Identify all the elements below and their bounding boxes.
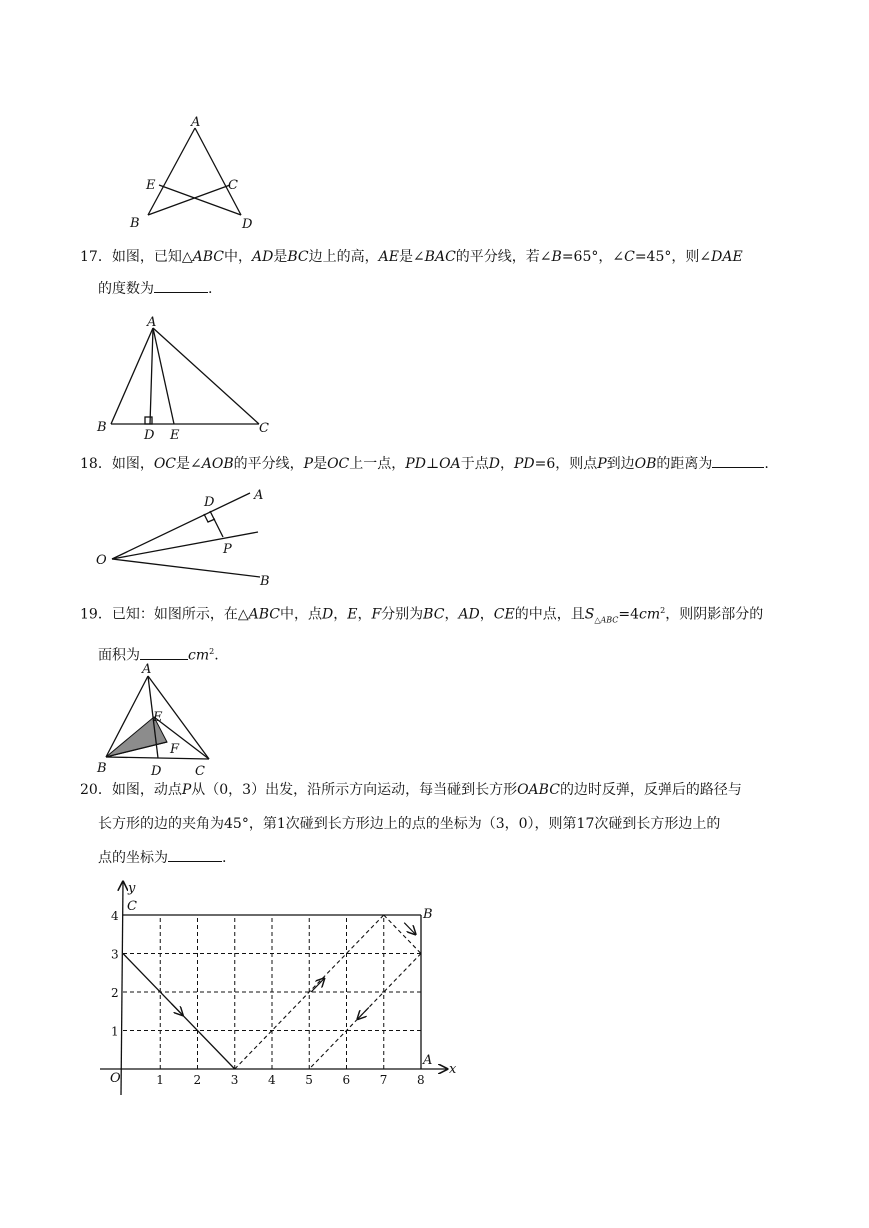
answer-blank-19[interactable]	[140, 645, 188, 660]
answer-blank-20[interactable]	[168, 847, 222, 862]
label-D: D	[204, 495, 215, 510]
label-F: F	[170, 742, 180, 757]
label-C: C	[259, 421, 269, 436]
y-tick-label: 1	[111, 1024, 119, 1039]
question-19	[80, 600, 763, 667]
label-D: D	[242, 217, 253, 232]
figure-20-grid	[92, 876, 472, 1102]
answer-blank-17[interactable]	[154, 278, 208, 293]
question-17-line-2: 的度数为 .	[80, 278, 743, 300]
direction-arrow	[311, 979, 324, 992]
label-A: A	[254, 488, 264, 503]
y-tick-label: 3	[111, 947, 119, 962]
question-20-line-1: 20．如图，动点P从（0，3）出发，沿所示方向运动，每当碰到长方形OABC的边时反弹，反弹后的路径与	[80, 782, 742, 798]
figure-17	[92, 312, 282, 442]
label-D: D	[151, 764, 162, 778]
question-20	[80, 779, 742, 869]
y-tick-label: 2	[111, 986, 119, 1000]
x-tick-label: 1	[156, 1073, 164, 1087]
label-B: B	[97, 420, 107, 435]
x-tick-label: 2	[193, 1073, 202, 1087]
corner-C-label: C	[127, 899, 137, 914]
direction-arrow	[171, 1004, 182, 1016]
label-B: B	[130, 216, 140, 231]
y-tick-label: 4	[111, 909, 119, 923]
question-18-line-1: 18．如图，OC是∠AOB的平分线，P是OC上一点，PD⊥OA于点D，PD=6，则点P到边OB的距离为 .	[80, 453, 769, 475]
label-D: D	[144, 428, 155, 442]
x-tick-label: 4	[268, 1073, 276, 1087]
answer-blank-18[interactable]	[712, 453, 764, 468]
question-20-line-2: 长方形的边的夹角为45°，第1次碰到长方形边上的点的坐标为（3，0），则第17次碰到长方形边上的	[98, 816, 721, 832]
question-17	[80, 246, 743, 300]
label-P: P	[223, 542, 232, 557]
label-C: C	[228, 178, 238, 193]
x-tick-label: 8	[417, 1073, 425, 1087]
direction-arrow	[358, 1007, 369, 1019]
axis-y-label: y	[128, 881, 136, 896]
figure-19	[92, 660, 222, 778]
axes	[100, 882, 447, 1095]
x-tick-label: 7	[379, 1073, 388, 1087]
origin-label: O	[110, 1071, 121, 1086]
x-tick-label: 3	[230, 1073, 239, 1087]
label-A: A	[142, 662, 152, 677]
question-17-line-1: 17．如图，已知△ABC中，AD是BC边上的高，AE是∠BAC的平分线，若∠B=65°，∠C=45°，则∠DAE	[80, 249, 743, 265]
question-18	[80, 453, 769, 475]
axis-x-label: x	[449, 1062, 457, 1077]
x-tick-label: 6	[342, 1073, 351, 1087]
question-19-line-2: 面积为 $cm^2$.	[80, 641, 763, 667]
label-E: E	[146, 178, 156, 193]
question-20-line-3: 点的坐标为 .	[80, 847, 742, 869]
figure-18	[92, 482, 292, 590]
corner-B-label: B	[423, 907, 433, 922]
label-O: O	[96, 553, 107, 568]
x-tick-label: 5	[305, 1073, 313, 1087]
question-19-line-1: 19．已知：如图所示，在△ABC中，点D，E，F分别为BC，AD，CE的中点，且$S_{\triangle ABC}=4cm^2$，则阴影部分的	[80, 606, 764, 625]
direction-arrow	[404, 923, 415, 935]
corner-A-label: A	[423, 1053, 433, 1068]
label-E: E	[153, 710, 163, 725]
y-axis	[121, 882, 123, 1095]
label-A: A	[191, 115, 201, 130]
label-B: B	[97, 761, 107, 776]
label-E: E	[170, 428, 180, 442]
label-B: B	[260, 574, 270, 589]
label-A: A	[147, 315, 157, 330]
grid-lines	[123, 915, 421, 1069]
figure-16	[120, 112, 270, 237]
label-C: C	[195, 764, 205, 778]
